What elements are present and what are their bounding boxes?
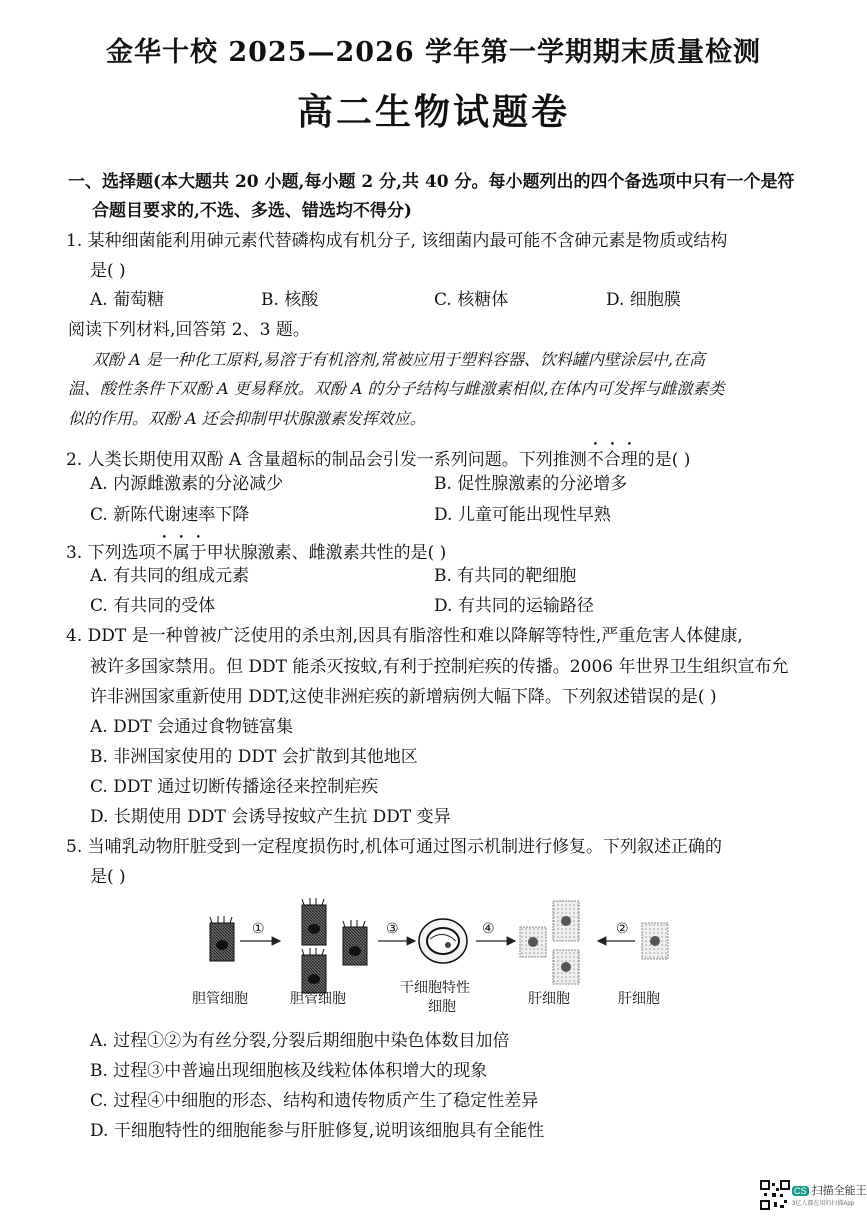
q5-option-c: C. 过程④中细胞的形态、结构和遗传物质产生了稳定性差异 bbox=[90, 1091, 539, 1111]
qr-code-icon bbox=[760, 1180, 790, 1210]
label-hepatocyte-1: 肝细胞 bbox=[528, 991, 570, 1007]
q1-stem-line1: 1. 某种细菌能利用砷元素代替磷构成有机分子, 该细菌内最可能不含砷元素是物质或结构 bbox=[66, 231, 728, 251]
exam-subtitle: 高二生物试题卷 bbox=[296, 91, 570, 133]
q2-option-a: A. 内源雌激素的分泌减少 bbox=[90, 474, 284, 494]
cs-logo-icon: CS bbox=[794, 1186, 807, 1196]
q3-option-b: B. 有共同的靶细胞 bbox=[434, 566, 577, 586]
q2-option-d: D. 儿童可能出现性早熟 bbox=[434, 505, 611, 525]
step-1-label: ① bbox=[252, 921, 265, 937]
q1-option-c: C. 核糖体 bbox=[434, 290, 509, 310]
q2-stem-post: 的是( ) bbox=[637, 450, 691, 470]
q3-option-a: A. 有共同的组成元素 bbox=[90, 566, 250, 586]
q5-option-a: A. 过程①②为有丝分裂,分裂后期细胞中染色体数目加倍 bbox=[90, 1031, 510, 1051]
material-line3: 似的作用。双酚 A 还会抑制甲状腺激素发挥效应。 bbox=[68, 409, 426, 428]
label-cholangiocyte-1: 胆管细胞 bbox=[192, 991, 248, 1007]
q4-option-b: B. 非洲国家使用的 DDT 会扩散到其他地区 bbox=[90, 747, 418, 767]
q2-option-b: B. 促性腺激素的分泌增多 bbox=[434, 474, 628, 494]
cholangiocyte-cell-3 bbox=[302, 948, 326, 993]
hepatocyte-cell-1 bbox=[520, 927, 546, 957]
q2-stem bbox=[66, 440, 690, 472]
q2-stem-pre: 2. 人类长期使用双酚 A 含量超标的制品会引发一系列问题。下列推测 bbox=[66, 450, 587, 470]
q3-stem bbox=[66, 533, 446, 565]
q4-stem-line1: 4. DDT 是一种曾被广泛使用的杀虫剂,因具有脂溶性和难以降解等特性,严重危害人体健康, bbox=[66, 626, 743, 646]
q3-stem-pre: 3. 下列选项 bbox=[66, 543, 156, 563]
q1-option-d: D. 细胞膜 bbox=[606, 290, 681, 310]
q3-stem-emphasis: 不属于 bbox=[155, 543, 207, 563]
label-stem-like-1: 干细胞特性 bbox=[400, 980, 470, 996]
q4-stem-line2: 被许多国家禁用。但 DDT 能杀灭按蚊,有利于控制疟疾的传播。2006 年世界卫生组织宣布允 bbox=[90, 657, 789, 677]
stem-like-cell bbox=[419, 919, 467, 963]
q5-option-d: D. 干细胞特性的细胞能参与肝脏修复,说明该细胞具有全能性 bbox=[90, 1121, 545, 1141]
q1-option-a: A. 葡萄糖 bbox=[90, 290, 165, 310]
q3-option-c: C. 有共同的受体 bbox=[90, 596, 216, 616]
q3-option-d: D. 有共同的运输路径 bbox=[434, 596, 594, 616]
label-hepatocyte-2: 肝细胞 bbox=[618, 991, 660, 1007]
material-line2: 温、酸性条件下双酚 A 更易释放。双酚 A 的分子结构与雌激素相似,在体内可发挥与雌激素类 bbox=[68, 379, 725, 398]
section-heading-line1: 一、选择题(本大题共 20 小题,每小题 2 分,共 40 分。每小题列出的四个备选项中只有一个是符 bbox=[68, 172, 795, 192]
step-4-label: ④ bbox=[482, 921, 495, 937]
step-3-label: ③ bbox=[386, 921, 399, 937]
cholangiocyte-cell-2 bbox=[302, 898, 326, 945]
liver-repair-figure bbox=[180, 895, 680, 1020]
q1-stem-line2: 是( ) bbox=[90, 261, 126, 281]
q5-stem-line1: 5. 当哺乳动物肝脏受到一定程度损伤时,机体可通过图示机制进行修复。下列叙述正确的 bbox=[66, 837, 723, 857]
label-stem-like-2: 细胞 bbox=[428, 999, 456, 1015]
scanner-badge-text: 扫描全能王 bbox=[811, 1185, 867, 1197]
label-cholangiocyte-2: 胆管细胞 bbox=[290, 991, 346, 1007]
q4-stem-line3: 许非洲国家重新使用 DDT,这使非洲疟疾的新增病例大幅下降。下列叙述错误的是( ) bbox=[90, 687, 717, 707]
q4-option-c: C. DDT 通过切断传播途径来控制疟疾 bbox=[90, 777, 379, 797]
q4-option-a: A. DDT 会通过食物链富集 bbox=[90, 717, 294, 737]
hepatocyte-cell-4 bbox=[642, 923, 668, 959]
q2-option-c: C. 新陈代谢速率下降 bbox=[90, 505, 250, 525]
q1-option-b: B. 核酸 bbox=[261, 290, 319, 310]
hepatocyte-cell-2 bbox=[553, 901, 579, 941]
q2-stem-emphasis: 不合理 bbox=[586, 450, 638, 470]
step-2-label: ② bbox=[616, 921, 629, 937]
cholangiocyte-cell-1 bbox=[210, 916, 234, 961]
q5-stem-line2: 是( ) bbox=[90, 867, 126, 887]
scanner-badge bbox=[792, 1182, 867, 1198]
cholangiocyte-cell-4 bbox=[343, 920, 367, 965]
scanner-badge-subtext: 3亿人都在用的扫描App bbox=[792, 1201, 855, 1207]
q3-stem-post: 甲状腺激素、雌激素共性的是( ) bbox=[206, 543, 447, 563]
hepatocyte-cell-3 bbox=[553, 950, 579, 984]
material-line1: 双酚 A 是一种化工原料,易溶于有机溶剂,常被应用于塑料容器、饮料罐内壁涂层中,在高 bbox=[92, 350, 705, 369]
section-heading-line2: 合题目要求的,不选、多选、错选均不得分) bbox=[92, 201, 412, 221]
q5-option-b: B. 过程③中普遍出现细胞核及线粒体体积增大的现象 bbox=[90, 1061, 488, 1081]
q4-option-d: D. 长期使用 DDT 会诱导按蚊产生抗 DDT 变异 bbox=[90, 807, 451, 827]
material-intro: 阅读下列材料,回答第 2、3 题。 bbox=[68, 320, 310, 340]
exam-title: 金华十校 2025—2026 学年第一学期期末质量检测 bbox=[105, 37, 762, 68]
